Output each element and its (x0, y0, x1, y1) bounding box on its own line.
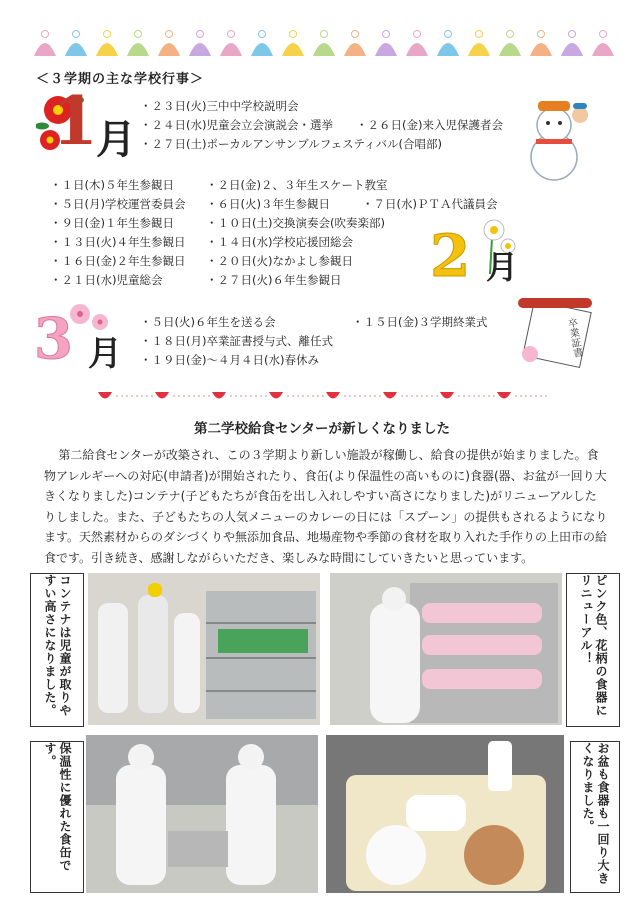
knit-hat-icon (251, 43, 273, 56)
dot-divider (354, 395, 356, 397)
jan-event: ・ ２４日(水)児童会立会演説会・選挙 (140, 116, 333, 134)
dot-divider (287, 395, 289, 397)
feb-event: ・ ６日(火)３年生参観日 (206, 195, 330, 213)
knit-hat-icon (158, 43, 180, 56)
dot-divider (312, 395, 314, 397)
dot-divider (545, 395, 547, 397)
dot-divider (307, 395, 309, 397)
strawberry-icon (212, 392, 226, 399)
pompom-icon (197, 31, 204, 38)
section-title: ＜３学期の主な学校行事＞ (36, 72, 205, 87)
knit-hat-icon (344, 43, 366, 56)
dot-divider (431, 395, 433, 397)
article-title: 第二学校給食センターが新しくなりました (194, 421, 450, 437)
dot-divider (141, 395, 143, 397)
feb-event: ・ １４日(水)学校応援団総会 (206, 233, 353, 251)
dot-divider (493, 395, 495, 397)
pompom-icon (600, 31, 607, 38)
knit-hat-icon (468, 43, 490, 56)
dot-divider (525, 395, 527, 397)
photo-lunch-tray (326, 735, 564, 893)
pompom-icon (507, 31, 514, 38)
knit-hat-icon (127, 43, 149, 56)
photo-container-rack (88, 573, 320, 725)
knit-hat-icon (499, 43, 521, 56)
dot-divider (121, 395, 123, 397)
dot-divider (173, 395, 175, 397)
mar-event: ・ １９日(金)～４月４日(水)春休み (140, 351, 319, 369)
dot-divider (515, 395, 517, 397)
dot-divider (208, 395, 210, 397)
dot-divider (188, 395, 190, 397)
dot-divider (349, 395, 351, 397)
dot-divider (483, 395, 485, 397)
dot-divider (198, 395, 200, 397)
knit-hat-icon (34, 43, 56, 56)
dot-divider (458, 395, 460, 397)
pompom-icon (414, 31, 421, 38)
photo-pink-dishes (330, 573, 562, 725)
feb-event: ・ ２０日(火)なかよし参観日 (206, 252, 353, 270)
dot-divider (488, 395, 490, 397)
dot-divider (151, 395, 153, 397)
knit-hat-icon (437, 43, 459, 56)
dot-divider (302, 395, 304, 397)
dot-divider (255, 395, 257, 397)
dot-divider (520, 395, 522, 397)
dot-divider (131, 395, 133, 397)
knit-hat-decoration-row (30, 28, 620, 62)
pompom-icon (476, 31, 483, 38)
dot-divider (203, 395, 205, 397)
feb-event: ・ ５日(月)学校運営委員会 (50, 195, 185, 213)
knit-hat-icon (65, 43, 87, 56)
dot-divider (260, 395, 262, 397)
jan-event: ・ ２７日(土)ポーカルアンサンブルフェスティバル(合唱部) (140, 135, 442, 153)
dot-divider (535, 395, 537, 397)
dot-divider (265, 395, 267, 397)
strawberry-icon (269, 392, 283, 399)
dot-divider (126, 395, 128, 397)
dot-divider (406, 395, 408, 397)
knit-hat-icon (313, 43, 335, 56)
dot-divider (322, 395, 324, 397)
feb-label: 月 (486, 248, 519, 286)
knit-hat-icon (282, 43, 304, 56)
snowman-illustration (512, 95, 596, 181)
dot-divider (379, 395, 381, 397)
knit-hat-icon (561, 43, 583, 56)
diploma-scroll-illustration (514, 292, 596, 370)
pompom-icon (569, 31, 576, 38)
strawberry-icon (326, 392, 340, 399)
caption-lunch-tray: お盆も食器も一回り大きくなりました。 (570, 741, 620, 893)
dot-divider (235, 395, 237, 397)
caption-pink-dishes: ピンク色、花柄の食器にリニューアル！ (566, 573, 620, 727)
mar-label: 月 (88, 334, 122, 374)
dot-divider (292, 395, 294, 397)
feb-event: ・ １６日(金)２年生参観日 (50, 252, 185, 270)
mar-event: ・ ５日(火)６年生を送る会 (140, 313, 275, 331)
dot-divider (250, 395, 252, 397)
feb-event: ・ １０日(土)交換演奏会(吹奏楽部) (206, 214, 385, 232)
pompom-icon (42, 31, 49, 38)
dot-divider (116, 395, 118, 397)
pompom-icon (104, 31, 111, 38)
dot-divider (369, 395, 371, 397)
dot-divider (436, 395, 438, 397)
pompom-icon (135, 31, 142, 38)
dot-divider (426, 395, 428, 397)
feb-event: ・ １日(木)５年生参観日 (50, 176, 174, 194)
strawberry-icon (98, 392, 112, 399)
dot-divider (374, 395, 376, 397)
pompom-icon (321, 31, 328, 38)
dot-divider (478, 395, 480, 397)
strawberry-divider (90, 387, 550, 405)
pompom-icon (538, 31, 545, 38)
pompom-icon (383, 31, 390, 38)
dot-divider (245, 395, 247, 397)
photo-food-container (86, 735, 318, 893)
mar-event: ・ １８日(月)卒業証書授与式、離任式 (140, 332, 333, 350)
dot-divider (146, 395, 148, 397)
pompom-icon (290, 31, 297, 38)
feb-number: 2 (430, 222, 471, 290)
dot-divider (178, 395, 180, 397)
caption-food-container: 保温性に優れた食缶です。 (30, 741, 84, 893)
feb-event: ・ ２７日(火)６年生参観日 (206, 271, 341, 289)
article-body: 第二給食センターが改築され、この３学期より新しい施設が稼働し、給食の提供が始まりました。食物アレルギーへの対応(申請者)が開始されたり、食缶(より保温性の高いものに)食器(器、お盆が一回り大きくなりました)コンテナ(子どもたちが食缶を出し入れしやすい高さになりました)がリニューアルしたりしました。また、子どもたちの人気メニューのカレーの日には「スプーン」の提供もされるようになります。天然素材からのダシづくりや無添加食品、地場産物や季節の食材を取り入れた手作りの上田市の給食です。引き続き、感謝しながらいただき、楽しみな時間にしていきたいと思っています。 (44, 448, 608, 565)
dot-divider (401, 395, 403, 397)
dot-divider (364, 395, 366, 397)
strawberry-icon (497, 392, 511, 399)
feb-event: ・ ７日(水)ＰＴＡ代議員会 (362, 195, 497, 213)
knit-hat-icon (375, 43, 397, 56)
dot-divider (468, 395, 470, 397)
pompom-icon (259, 31, 266, 38)
jan-event: ・ ２６日(金)来入児保護者会 (356, 116, 503, 134)
pompom-icon (352, 31, 359, 38)
knit-hat-icon (530, 43, 552, 56)
mar-number: 3 (34, 306, 73, 372)
knit-hat-icon (220, 43, 242, 56)
strawberry-icon (440, 392, 454, 399)
dot-divider (463, 395, 465, 397)
dot-divider (136, 395, 138, 397)
dot-divider (230, 395, 232, 397)
dot-divider (473, 395, 475, 397)
dot-divider (421, 395, 423, 397)
pompom-icon (73, 31, 80, 38)
dot-divider (359, 395, 361, 397)
feb-event: ・ ２日(金)２、３年生スケート教室 (206, 176, 387, 194)
jan-number: 1 (52, 82, 98, 160)
pompom-icon (166, 31, 173, 38)
pompom-icon (445, 31, 452, 38)
dot-divider (411, 395, 413, 397)
knit-hat-icon (406, 43, 428, 56)
mar-event: ・ １５日(金)３学期終業式 (352, 313, 487, 331)
dot-divider (317, 395, 319, 397)
dot-divider (183, 395, 185, 397)
jan-event: ・ ２３日(火)三中中学校説明会 (140, 97, 298, 115)
strawberry-icon (383, 392, 397, 399)
knit-hat-icon (96, 43, 118, 56)
dot-divider (240, 395, 242, 397)
dot-divider (297, 395, 299, 397)
diploma-text: 卒業証書 (564, 317, 583, 359)
caption-container-height: コンテナは児童が取りやすい高さになりました。 (30, 573, 84, 727)
dot-divider (540, 395, 542, 397)
dot-divider (416, 395, 418, 397)
feb-event: ・ ９日(金)１年生参観日 (50, 214, 174, 232)
dot-divider (530, 395, 532, 397)
jan-label: 月 (96, 116, 136, 163)
strawberry-icon (155, 392, 169, 399)
pompom-icon (228, 31, 235, 38)
dot-divider (344, 395, 346, 397)
feb-event: ・ １３日(火)４年生参観日 (50, 233, 185, 251)
knit-hat-icon (189, 43, 211, 56)
dot-divider (193, 395, 195, 397)
feb-event: ・ ２１日(水)児童総会 (50, 271, 162, 289)
knit-hat-icon (592, 43, 614, 56)
